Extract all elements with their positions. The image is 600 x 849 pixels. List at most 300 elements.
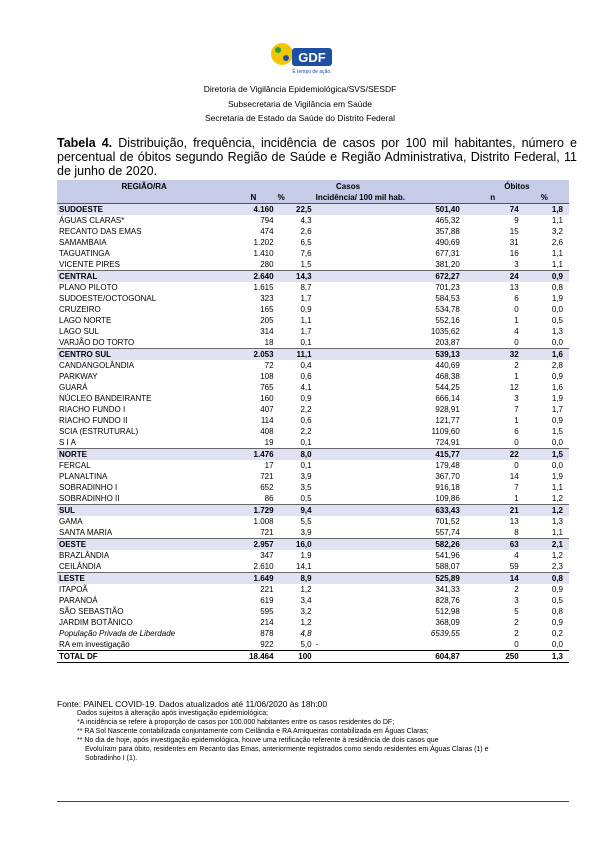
cell-incidence: 1035,62	[430, 327, 460, 336]
cell-cases-pct: 0,6	[300, 416, 312, 425]
cell-deaths-pct: 0,0	[551, 305, 563, 314]
table-row	[57, 371, 569, 382]
cell-cases-n: 86	[264, 494, 274, 503]
cell-region-name: CENTRO SUL	[57, 349, 231, 361]
cell-region-name: SANTA MARIA	[59, 528, 113, 537]
cell-deaths-pct: 1,1	[551, 483, 563, 492]
cell-cases-pct: 1,7	[300, 327, 312, 336]
cell-cases-n: 347	[260, 551, 274, 560]
cell-incidence: 368,09	[435, 618, 460, 627]
cell-incidence: 367,70	[435, 472, 460, 481]
cell-deaths-n: 0	[514, 305, 519, 314]
cell-cases-n: 1.615	[253, 283, 274, 292]
source-note: Fonte: PAINEL COVID-19. Dados atualizados até 11/06/2020 às 18h:00	[57, 699, 328, 709]
note-2: *A incidência se refere à proporção de casos por 100.000 habitantes entre os casos residentes do DF;	[77, 719, 395, 726]
table-row	[57, 293, 569, 304]
cell-deaths-pct: 1,1	[551, 528, 563, 537]
table-row	[57, 259, 569, 271]
table-row	[57, 617, 569, 628]
cell-deaths-n: 2	[514, 629, 519, 638]
cell-cases-n: 878	[260, 629, 274, 638]
cell-incidence: 677,31	[435, 249, 460, 258]
table-row	[57, 404, 569, 415]
cell-deaths-n: 31	[509, 238, 519, 247]
table-body	[57, 204, 569, 663]
region-row	[57, 573, 569, 585]
cell-cases-n: 2.610	[253, 562, 274, 571]
cell-deaths-pct: 1,3	[551, 327, 563, 336]
region-row	[57, 505, 569, 517]
cell-deaths-n: 1	[514, 372, 519, 381]
table-row	[57, 415, 569, 426]
cell-deaths-pct: 1,8	[524, 204, 569, 216]
cell-deaths-pct: 0,5	[551, 316, 563, 325]
cell-region-name: CANDANGOLÂNDIA	[59, 361, 135, 370]
table-row	[57, 595, 569, 606]
cell-cases-n: 721	[260, 472, 274, 481]
cell-region-name: CEILÂNDIA	[59, 562, 102, 571]
cell-region-name: S I A	[59, 438, 76, 447]
cell-region-name: PLANALTINA	[59, 472, 108, 481]
cell-incidence: 633,43	[314, 505, 465, 517]
cell-deaths-n: 59	[509, 562, 519, 571]
cell-region-name: SAMAMBAIA	[59, 238, 107, 247]
cell-cases-pct: 1,9	[300, 551, 312, 560]
cell-cases-n: 1.008	[253, 517, 274, 526]
table-row	[57, 584, 569, 595]
cell-incidence: 828,76	[435, 596, 460, 605]
cell-deaths-pct: 1,5	[524, 449, 569, 461]
cell-deaths-pct: 1,1	[551, 260, 563, 269]
region-row	[57, 449, 569, 461]
cell-deaths-pct: 2,6	[551, 238, 563, 247]
cell-deaths-n: 14	[465, 573, 524, 585]
cell-cases-pct: 0,9	[300, 305, 312, 314]
cell-deaths-n: 2	[514, 361, 519, 370]
cell-incidence: 584,53	[435, 294, 460, 303]
cell-cases-n: 1.649	[231, 573, 275, 585]
cell-deaths-n: 2	[514, 585, 519, 594]
cell-cases-n: 595	[260, 607, 274, 616]
table-row	[57, 304, 569, 315]
cell-incidence: 541,96	[435, 551, 460, 560]
cell-deaths-n: 24	[465, 271, 524, 283]
cell-deaths-n: 74	[465, 204, 524, 216]
cell-region-name: CRUZEIRO	[59, 305, 101, 314]
cell-cases-n: 160	[260, 394, 274, 403]
table-row	[57, 426, 569, 437]
cell-deaths-n: 21	[465, 505, 524, 517]
cell-deaths-n: 1	[514, 416, 519, 425]
cell-cases-pct: 5,5	[300, 517, 312, 526]
cell-incidence: 109,86	[435, 494, 460, 503]
cell-deaths-pct: 1,6	[524, 349, 569, 361]
cell-deaths-n: 0	[514, 338, 519, 347]
cell-cases-pct: 3,2	[300, 607, 312, 616]
cell-incidence: 672,27	[314, 271, 465, 283]
cell-cases-n: 1.729	[231, 505, 275, 517]
cell-cases-pct: 1,2	[300, 585, 312, 594]
cell-cases-pct: 3,5	[300, 483, 312, 492]
cell-deaths-n: 32	[465, 349, 524, 361]
table-row	[57, 516, 569, 527]
cell-cases-n: 922	[260, 640, 274, 649]
table-row	[57, 237, 569, 248]
cell-cases-pct: 14,1	[296, 562, 312, 571]
cell-cases-pct: 7,6	[300, 249, 312, 258]
footer-divider	[57, 801, 569, 802]
cell-incidence: 928,91	[435, 405, 460, 414]
note-4: ** No dia de hoje, após investigação epidemiológica, houve uma retificação referente à residência de dois casos que	[77, 737, 439, 744]
table-row	[57, 482, 569, 493]
cell-deaths-pct: 1,9	[551, 294, 563, 303]
cell-region-name: SUL	[57, 505, 231, 517]
cell-incidence: 701,52	[435, 517, 460, 526]
cell-cases-pct: 3,9	[300, 528, 312, 537]
cell-region-name: FERCAL	[59, 461, 91, 470]
cell-incidence: 539,13	[314, 349, 465, 361]
table-caption	[57, 136, 577, 178]
cell-region-name: PARANOÁ	[59, 596, 98, 605]
cell-cases-n: 1.410	[253, 249, 274, 258]
cell-region-name: GUARÁ	[59, 383, 88, 392]
cell-deaths-pct: 1,2	[524, 505, 569, 517]
cell-region-name: RIACHO FUNDO I	[59, 405, 126, 414]
cell-deaths-n: 0	[514, 438, 519, 447]
cell-region-name: RIACHO FUNDO II	[59, 416, 128, 425]
cell-cases-n: 280	[260, 260, 274, 269]
col-cases-pct-header: %	[276, 192, 314, 204]
cell-deaths-pct: 0,0	[551, 461, 563, 470]
cell-region-name: TOTAL DF	[57, 651, 231, 663]
cell-deaths-pct: 1,9	[551, 394, 563, 403]
cell-cases-n: 619	[260, 596, 274, 605]
cell-cases-n: 323	[260, 294, 274, 303]
cell-deaths-pct: 3,2	[551, 227, 563, 236]
cell-cases-n: 1.476	[231, 449, 275, 461]
gdf-logo-graphic	[268, 38, 334, 80]
cell-deaths-pct: 0,0	[551, 438, 563, 447]
cell-region-name: População Privada de Liberdade	[59, 629, 176, 638]
deaths-group-header: Óbitos	[465, 180, 569, 192]
cell-cases-n: 205	[260, 316, 274, 325]
cell-cases-n: 114	[260, 416, 274, 425]
cell-region-name: GAMA	[59, 517, 83, 526]
cell-deaths-pct: 0,8	[524, 573, 569, 585]
cell-deaths-n: 63	[465, 539, 524, 551]
cell-region-name: SCIA (ESTRUTURAL)	[59, 427, 139, 436]
cell-deaths-pct: 0,0	[551, 338, 563, 347]
cell-cases-n: 2.640	[231, 271, 275, 283]
cell-incidence: 534,78	[435, 305, 460, 314]
cell-incidence: 512,98	[435, 607, 460, 616]
cell-deaths-n: 4	[514, 327, 519, 336]
cell-deaths-pct: 0,9	[551, 416, 563, 425]
cell-cases-pct: 4,3	[300, 216, 312, 225]
covid-cases-table	[57, 180, 569, 663]
note-6: Sobradinho I (1).	[85, 755, 138, 762]
cell-deaths-n: 3	[514, 596, 519, 605]
cell-deaths-pct: 1,1	[551, 249, 563, 258]
cell-deaths-n: 5	[514, 607, 519, 616]
cell-incidence: 490,69	[435, 238, 460, 247]
cell-incidence: 1109,60	[431, 427, 460, 436]
cell-deaths-pct: 1,2	[551, 494, 563, 503]
cell-region-name: LAGO SUL	[59, 327, 100, 336]
cell-cases-pct: 16,0	[276, 539, 314, 551]
table-row	[57, 527, 569, 539]
cell-cases-pct: 0,6	[300, 372, 312, 381]
cell-deaths-pct: 1,3	[524, 651, 569, 663]
cell-incidence: 525,89	[314, 573, 465, 585]
cell-cases-pct: 1,5	[300, 260, 312, 269]
table-row	[57, 639, 569, 651]
cell-deaths-n: 6	[514, 427, 519, 436]
note-1: Dados sujeitos à alteração após investigação epidemiológica;	[77, 710, 269, 717]
cell-incidence: 468,38	[435, 372, 460, 381]
cell-cases-n: 721	[260, 528, 274, 537]
cell-cases-pct: 2,2	[300, 405, 312, 414]
cell-cases-pct: 4,8	[300, 629, 312, 638]
table-row	[57, 606, 569, 617]
table-row	[57, 393, 569, 404]
cell-incidence: 666,14	[435, 394, 460, 403]
cell-region-name: VARJÃO DO TORTO	[59, 338, 135, 347]
cell-deaths-n: 8	[514, 528, 519, 537]
cell-deaths-n: 14	[509, 472, 519, 481]
cell-incidence: 465,32	[435, 216, 460, 225]
table-row	[57, 550, 569, 561]
table-row	[57, 315, 569, 326]
table-row	[57, 248, 569, 259]
cell-deaths-pct: 0,2	[551, 629, 563, 638]
cell-deaths-pct: 0,0	[551, 640, 563, 649]
header-directorate: Diretoria de Vigilância Epidemiológica/SVS/SESDF	[203, 84, 397, 94]
logo-tagline-text: É tempo de ação.	[292, 69, 332, 75]
note-3: ** RA Sol Nascente contabilizada conjuntamente com Ceilândia e RA Arniqueiras contabilizada em Águas Claras;	[77, 728, 429, 735]
region-row	[57, 539, 569, 551]
table-caption-text: Distribuição, frequência, incidência de casos por 100 mil habitantes, número e percentual de óbitos segundo Região de Saúde e Região Administrativa, Distrito Federal, 11 de junho de 2020.	[57, 136, 577, 178]
cell-deaths-n: 9	[514, 216, 519, 225]
table-row	[57, 226, 569, 237]
cell-deaths-pct: 0,9	[524, 271, 569, 283]
cell-region-name: SUDOESTE/OCTOGONAL	[59, 294, 157, 303]
header-secretariat: Secretaria de Estado da Saúde do Distrito Federal	[205, 113, 395, 123]
cell-deaths-n: 22	[465, 449, 524, 461]
cell-cases-pct: 6,5	[300, 238, 312, 247]
cell-deaths-n: 250	[465, 651, 524, 663]
cell-cases-n: 474	[260, 227, 274, 236]
cell-cases-n: 108	[260, 372, 274, 381]
cell-deaths-pct: 2,3	[551, 562, 563, 571]
cell-cases-pct: 8,9	[276, 573, 314, 585]
cell-cases-n: 1.202	[253, 238, 274, 247]
cell-incidence: 203,87	[435, 338, 460, 347]
cell-cases-n: 214	[260, 618, 274, 627]
col-incidence-header: Incidência/ 100 mil hab.	[314, 192, 465, 204]
region-row	[57, 204, 569, 216]
cell-deaths-n: 3	[514, 260, 519, 269]
gdf-logo	[268, 38, 334, 80]
cell-deaths-pct: 1,2	[551, 551, 563, 560]
cases-group-header: Casos	[231, 180, 465, 192]
table-row	[57, 437, 569, 449]
cell-cases-n: 221	[260, 585, 274, 594]
cell-deaths-pct: 1,5	[551, 427, 563, 436]
cell-incidence: 415,77	[314, 449, 465, 461]
table-row	[57, 382, 569, 393]
cell-cases-pct: 3,9	[300, 472, 312, 481]
table-row	[57, 628, 569, 639]
cell-cases-pct: 3,4	[300, 596, 312, 605]
table-caption-label: Tabela 4.	[57, 136, 113, 150]
table-row	[57, 493, 569, 505]
cell-deaths-n: 0	[514, 461, 519, 470]
cell-deaths-n: 0	[514, 640, 519, 649]
cell-region-name: TAGUATINGA	[59, 249, 110, 258]
cell-deaths-n: 1	[514, 494, 519, 503]
cell-region-name: SOBRADINHO II	[59, 494, 120, 503]
cell-region-name: PLANO PILOTO	[59, 283, 118, 292]
cell-incidence: 341,33	[435, 585, 460, 594]
table-row	[57, 471, 569, 482]
cell-incidence: -	[315, 640, 319, 649]
cell-incidence: 701,23	[435, 283, 460, 292]
cell-deaths-n: 16	[509, 249, 519, 258]
cell-cases-n: 165	[260, 305, 274, 314]
header-subsecretariat: Subsecretaria de Vigilância em Saúde	[228, 99, 372, 109]
cell-cases-pct: 1,1	[300, 316, 312, 325]
cell-region-name: NÚCLEO BANDEIRANTE	[59, 394, 152, 403]
cell-incidence: 557,74	[435, 528, 460, 537]
cell-incidence: 588,07	[435, 562, 460, 571]
logo-brand-text: GDF	[298, 50, 326, 65]
cell-incidence: 544,25	[435, 383, 460, 392]
cell-deaths-pct: 0,9	[551, 618, 563, 627]
cell-deaths-n: 7	[514, 405, 519, 414]
cell-region-name: SÃO SEBASTIÃO	[59, 607, 124, 616]
cell-incidence: 6539,55	[430, 629, 460, 638]
cell-cases-pct: 0,9	[300, 394, 312, 403]
cell-cases-pct: 0,5	[300, 494, 312, 503]
cell-cases-n: 19	[264, 438, 274, 447]
cell-cases-pct: 22,5	[276, 204, 314, 216]
cell-deaths-pct: 0,8	[551, 607, 563, 616]
table-notes	[57, 700, 577, 763]
cell-incidence: 179,48	[435, 461, 460, 470]
cell-cases-pct: 5,0	[300, 640, 312, 649]
cell-region-name: RECANTO DAS EMAS	[59, 227, 142, 236]
cell-region-name: NORTE	[57, 449, 231, 461]
cell-cases-n: 765	[260, 383, 274, 392]
cell-incidence: 381,20	[435, 260, 460, 269]
cell-deaths-pct: 1,6	[551, 383, 563, 392]
cell-cases-pct: 2,2	[300, 427, 312, 436]
cell-cases-pct: 0,1	[300, 338, 312, 347]
table-row	[57, 561, 569, 573]
cell-cases-pct: 0,4	[300, 361, 312, 370]
table-row	[57, 460, 569, 471]
cell-cases-n: 17	[264, 461, 274, 470]
cell-deaths-n: 13	[509, 283, 519, 292]
cell-cases-pct: 11,1	[276, 349, 314, 361]
cell-incidence: 440,69	[435, 361, 460, 370]
cell-cases-n: 2.957	[231, 539, 275, 551]
cell-region-name: VICENTE PIRES	[59, 260, 120, 269]
table-row	[57, 337, 569, 349]
cell-incidence: 916,18	[435, 483, 460, 492]
region-row	[57, 271, 569, 283]
col-region-subheader	[57, 192, 231, 204]
cell-region-name: LESTE	[57, 573, 231, 585]
cell-deaths-pct: 1,1	[551, 216, 563, 225]
table-row	[57, 360, 569, 371]
region-row	[57, 349, 569, 361]
col-cases-n-header: N	[231, 192, 275, 204]
table-row	[57, 215, 569, 226]
cell-region-name: LAGO NORTE	[59, 316, 112, 325]
cell-deaths-n: 3	[514, 394, 519, 403]
cell-cases-n: 18	[264, 338, 274, 347]
cell-cases-n: 4.160	[231, 204, 275, 216]
cell-cases-pct: 9,4	[276, 505, 314, 517]
cell-deaths-n: 13	[509, 517, 519, 526]
cell-deaths-pct: 2,8	[551, 361, 563, 370]
cell-cases-pct: 100	[276, 651, 314, 663]
cell-incidence: 501,40	[314, 204, 465, 216]
cell-cases-n: 314	[260, 327, 274, 336]
cell-region-name: ÁGUAS CLARAS*	[59, 216, 125, 225]
cell-region-name: OESTE	[57, 539, 231, 551]
table-row	[57, 326, 569, 337]
col-region-header: REGIÃO/RA	[57, 180, 231, 192]
cell-cases-n: 2.053	[231, 349, 275, 361]
cell-incidence: 552,16	[435, 316, 460, 325]
note-5: Evoluíram para óbito, residentes em Recanto das Emas, anteriormente registrados como sendo residentes em Águas Claras (1) e	[85, 746, 489, 753]
cell-deaths-n: 15	[509, 227, 519, 236]
cell-incidence: 357,88	[435, 227, 460, 236]
cell-region-name: JARDIM BOTÂNICO	[59, 618, 133, 627]
total-row	[57, 651, 569, 663]
cell-deaths-n: 1	[514, 316, 519, 325]
cell-incidence: 582,26	[314, 539, 465, 551]
cell-region-name: SOBRADINHO I	[59, 483, 118, 492]
cell-cases-n: 652	[260, 483, 274, 492]
cell-region-name: ITAPOÃ	[59, 585, 88, 594]
cell-cases-pct: 8,7	[300, 283, 312, 292]
col-deaths-pct-header: %	[524, 192, 569, 204]
cell-incidence: 121,77	[435, 416, 460, 425]
cell-cases-pct: 1,2	[300, 618, 312, 627]
cell-deaths-pct: 0,9	[551, 585, 563, 594]
cell-deaths-pct: 0,9	[551, 372, 563, 381]
cell-deaths-pct: 1,3	[551, 517, 563, 526]
cell-deaths-n: 7	[514, 483, 519, 492]
cell-deaths-n: 4	[514, 551, 519, 560]
cell-region-name: CENTRAL	[57, 271, 231, 283]
cell-incidence: 604,87	[314, 651, 465, 663]
cell-deaths-pct: 1,7	[551, 405, 563, 414]
cell-cases-pct: 4,1	[300, 383, 312, 392]
table-row	[57, 282, 569, 293]
cell-cases-pct: 1,7	[300, 294, 312, 303]
cell-deaths-n: 2	[514, 618, 519, 627]
cell-cases-pct: 14,3	[276, 271, 314, 283]
col-deaths-n-header: n	[465, 192, 524, 204]
cell-cases-n: 407	[260, 405, 274, 414]
cell-region-name: SUDOESTE	[57, 204, 231, 216]
cell-cases-n: 794	[260, 216, 274, 225]
